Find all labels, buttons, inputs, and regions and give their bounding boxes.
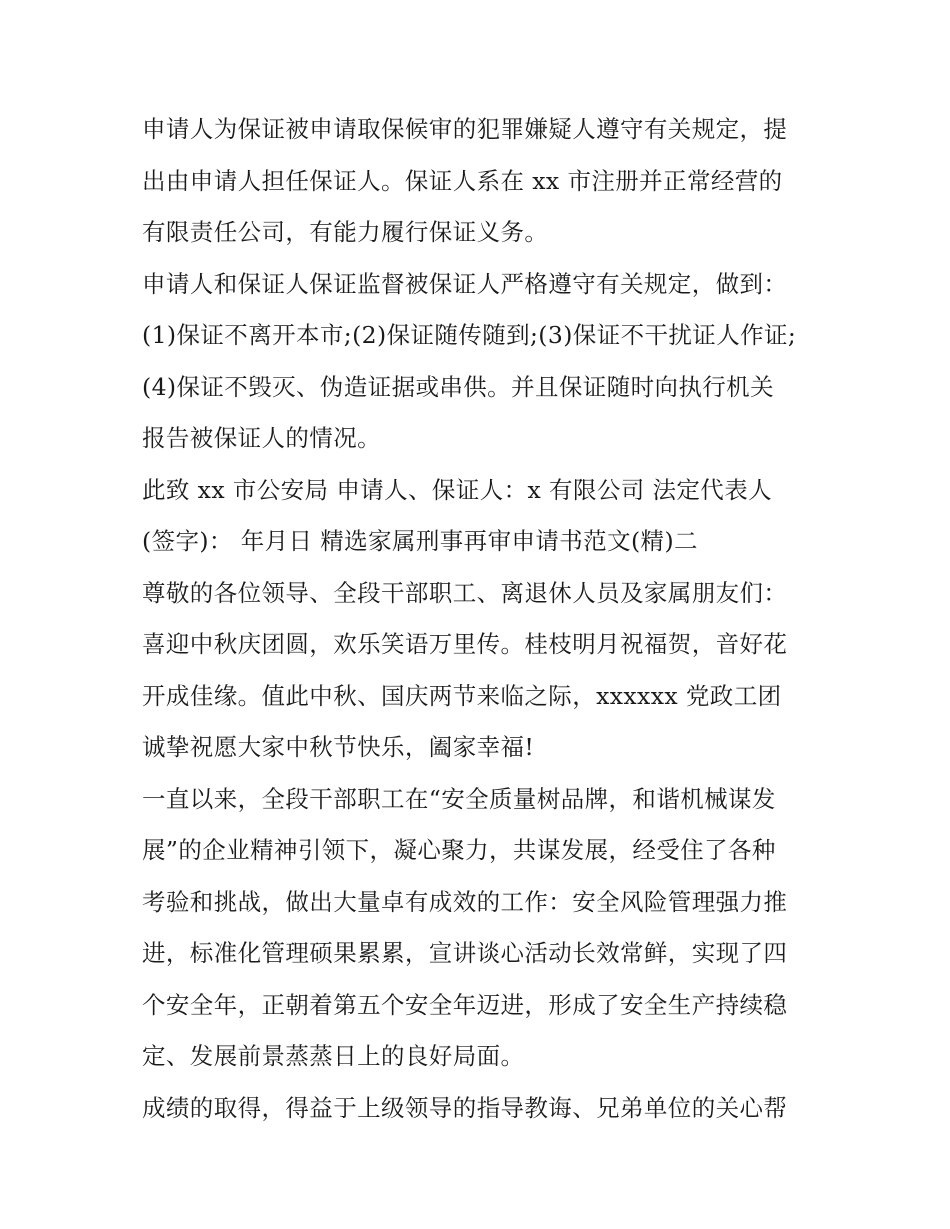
text-line: 喜迎中秋庆团圆，欢乐笑语万里传。桂枝明月祝福贺，音好花 [142, 630, 788, 658]
text-line: 定、发展前景蒸蒸日上的良好局面。 [142, 1042, 525, 1070]
text-line: 进，标准化管理硕果累累，宣讲谈心活动长效常鲜，实现了四 [142, 939, 788, 967]
text-line: 有限责任公司，有能力履行保证义务。 [142, 218, 549, 246]
text-line: 此致 xx 市公安局 申请人、保证人：x 有限公司 法定代表人 [142, 475, 773, 504]
text-line: 成绩的取得，得益于上级领导的指导教诲、兄弟单位的关心帮 [142, 1093, 788, 1122]
text-line: 出由申请人担任保证人。保证人系在 xx 市注册并正常经营的 [142, 166, 783, 195]
text-line: 一直以来，全段干部职工在“安全质量树品牌，和谐机械谋发 [142, 784, 776, 813]
text-line: 报告被保证人的情况。 [142, 424, 381, 452]
text-line: (1)保证不离开本市;(2)保证随传随到;(3)保证不干扰证人作证; [142, 321, 797, 349]
text-line: 开成佳缘。值此中秋、国庆两节来临之际，xxxxxx 党政工团 [142, 681, 782, 710]
text-line: (签字)： 年月日 精选家属刑事再审申请书范文(精)二 [142, 527, 698, 555]
text-line: 尊敬的各位领导、全段干部职工、离退休人员及家属朋友们： [142, 578, 788, 607]
text-line: 诚挚祝愿大家中秋节快乐，阖家幸福! [142, 733, 535, 761]
text-line: 申请人和保证人保证监督被保证人严格遵守有关规定，做到： [142, 269, 788, 298]
text-line: 个安全年，正朝着第五个安全年迈进，形成了安全生产持续稳 [142, 990, 788, 1019]
document-body [142, 104, 822, 1134]
text-line: 考验和挑战，做出大量卓有成效的工作：安全风险管理强力推 [142, 887, 788, 916]
text-line: 申请人为保证被申请取保候审的犯罪嫌疑人遵守有关规定，提 [142, 115, 788, 143]
text-line: 展”的企业精神引领下，凝心聚力，共谋发展，经受住了各种 [142, 836, 776, 864]
text-line: (4)保证不毁灭、伪造证据或串供。并且保证随时向执行机关 [142, 372, 774, 401]
